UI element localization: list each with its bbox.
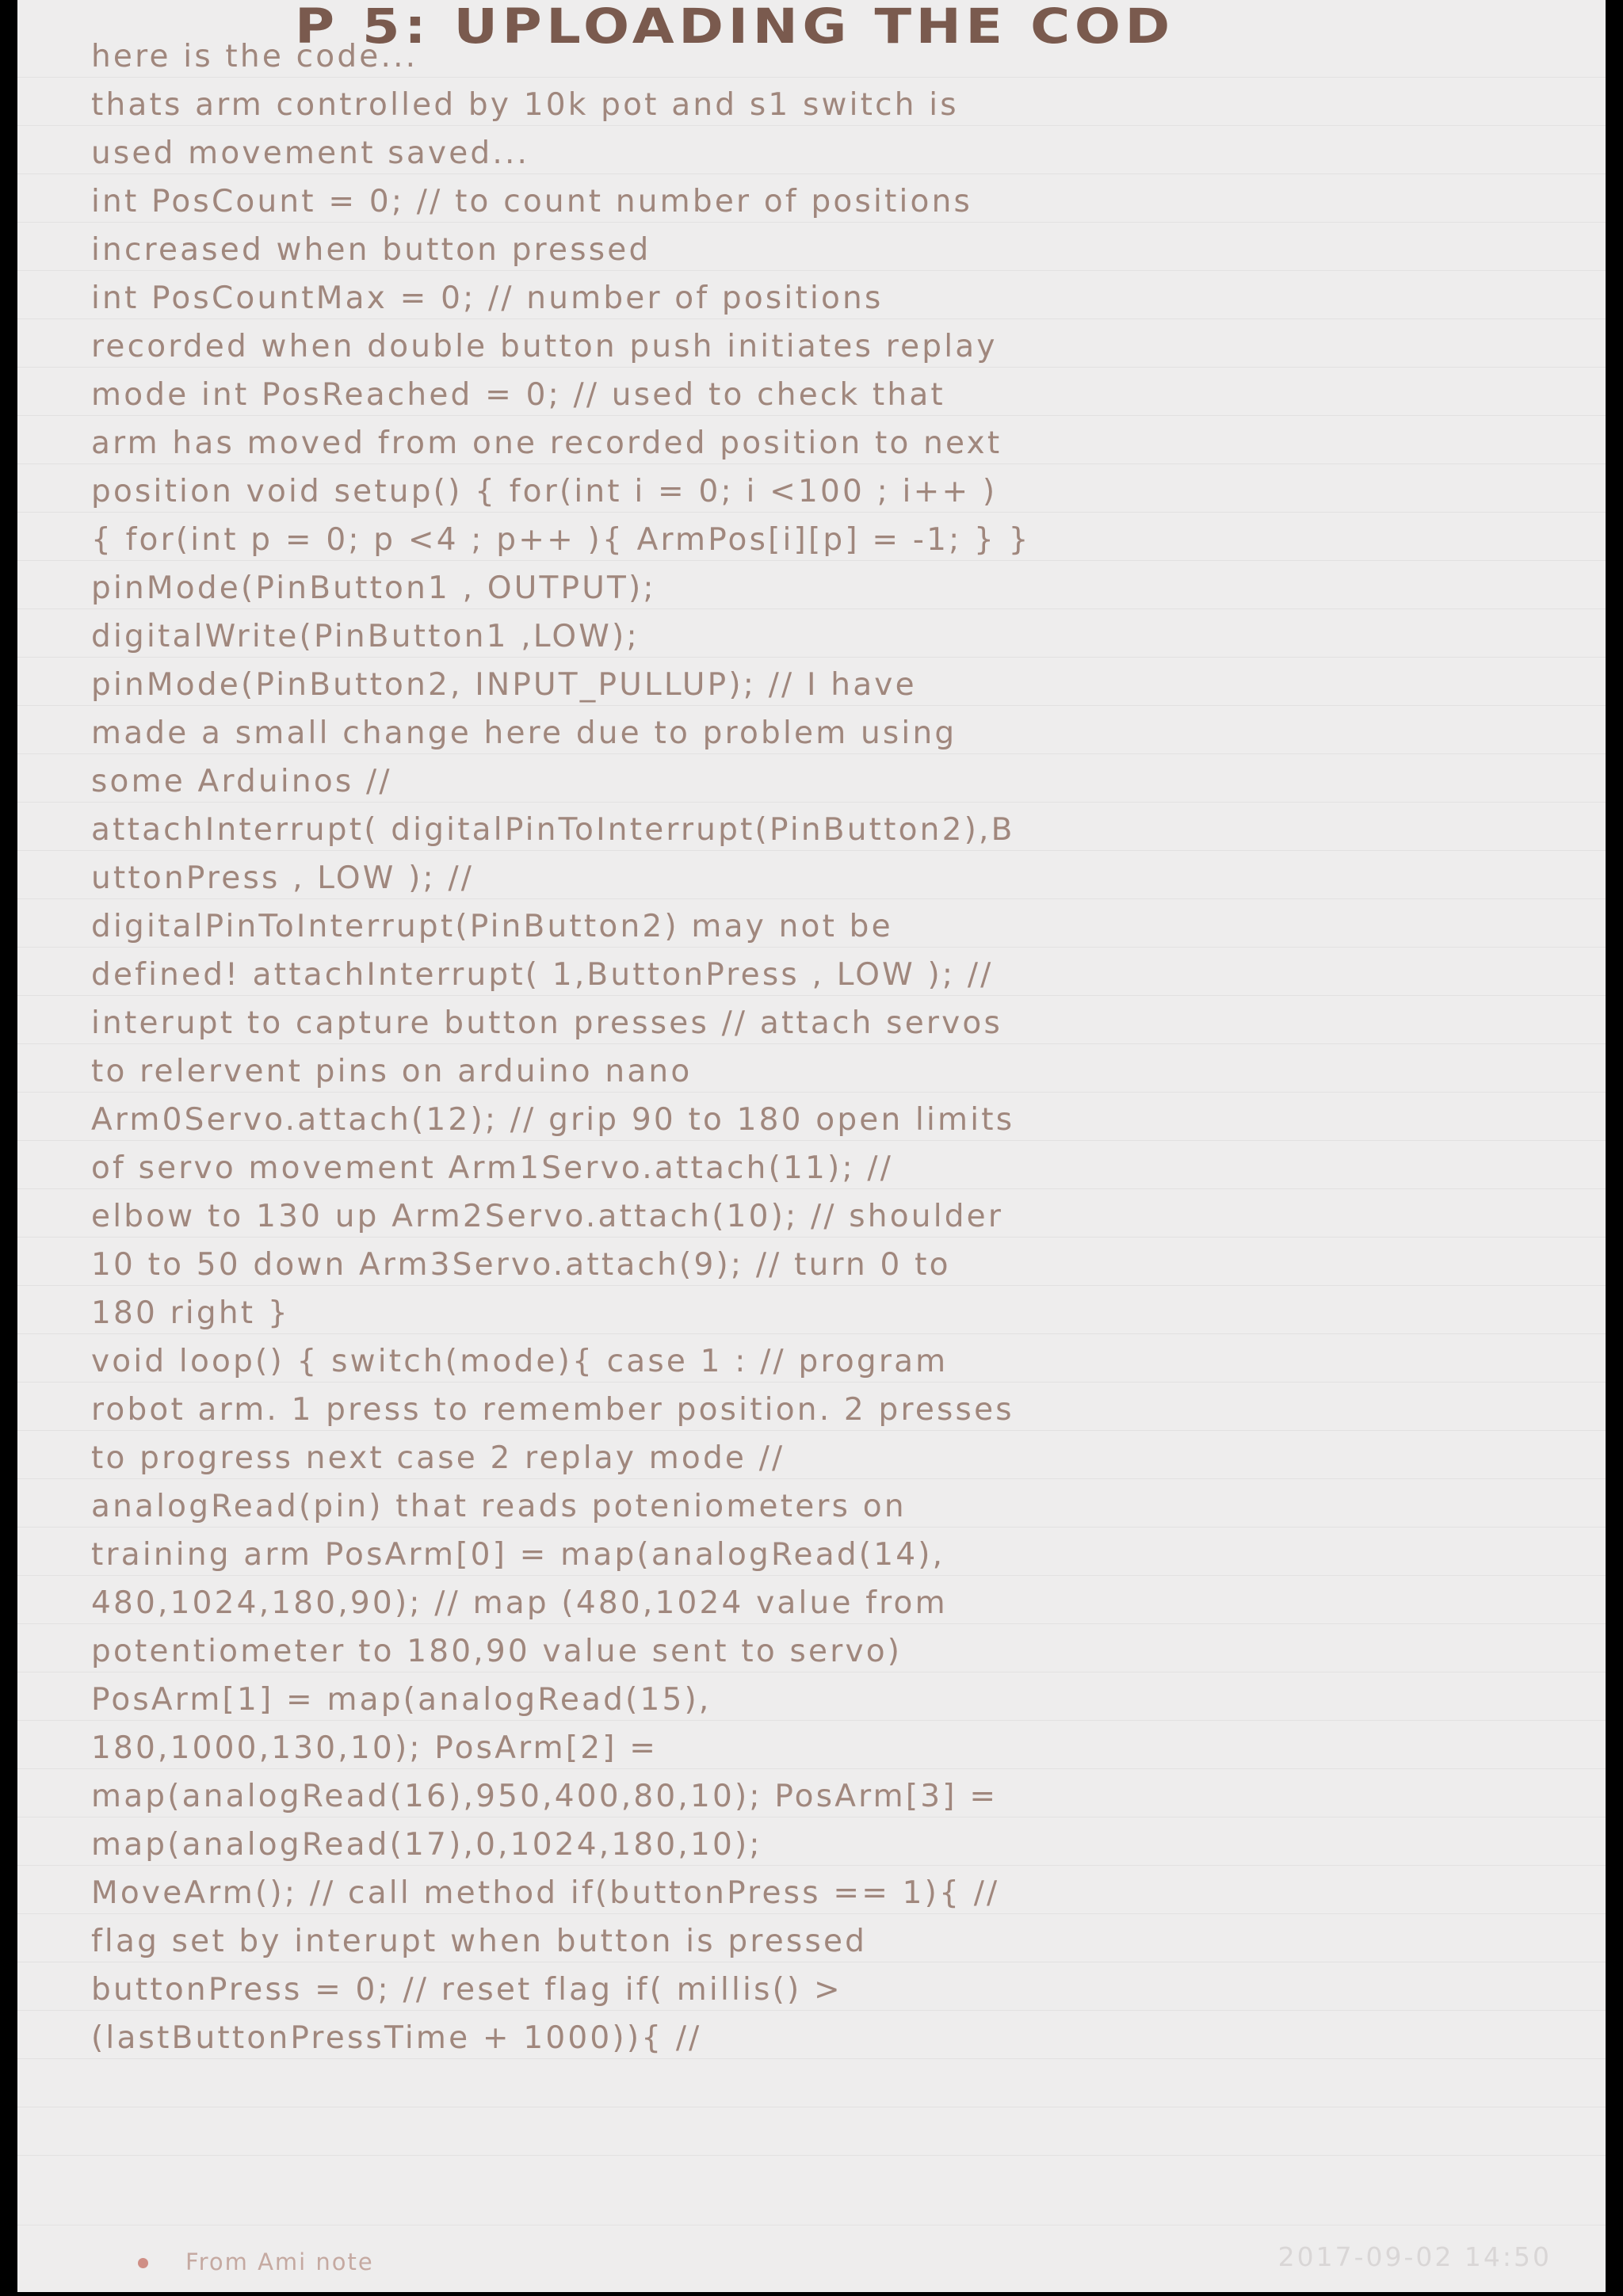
note-line <box>17 319 1606 368</box>
note-line <box>17 1769 1606 1817</box>
note-line <box>17 1093 1606 1141</box>
note-line-text: map(analogRead(16),950,400,80,10); PosArm[3] = <box>91 1779 999 1814</box>
note-line <box>17 1576 1606 1624</box>
note-line-text: defined! attachInterrupt( 1,ButtonPress , LOW ); // <box>91 957 994 993</box>
note-line <box>17 1914 1606 1962</box>
note-line-text: training arm PosArm[0] = map(analogRead(14), <box>91 1537 945 1573</box>
note-line-text: of servo movement Arm1Servo.attach(11); // <box>91 1150 894 1186</box>
note-line <box>17 2107 1606 2156</box>
note-line-text: int PosCountMax = 0; // number of positions <box>91 280 884 316</box>
note-line <box>17 754 1606 803</box>
note-line-text: pinMode(PinButton1 , OUTPUT); <box>91 570 656 606</box>
note-line <box>17 1672 1606 1721</box>
note-line-text: increased when button pressed <box>91 232 651 268</box>
note-line <box>17 126 1606 174</box>
note-line <box>17 29 1606 78</box>
note-line-text: MoveArm(); // call method if(buttonPress == 1){ // <box>91 1875 1000 1911</box>
note-line <box>17 1189 1606 1238</box>
note-line-text: position void setup() { for(int i = 0; i <100 ; i++ ) <box>91 474 998 509</box>
note-line-text: Arm0Servo.attach(12); // grip 90 to 180 open limits <box>91 1102 1015 1138</box>
note-line <box>17 223 1606 271</box>
page-title: P 5: UPLOADING THE COD <box>295 0 1174 55</box>
note-line-text: uttonPress , LOW ); // <box>91 860 475 896</box>
note-line-text: analogRead(pin) that reads poteniometers on <box>91 1489 907 1524</box>
note-line <box>17 1383 1606 1431</box>
note-line-text: robot arm. 1 press to remember position. 2 presses <box>91 1392 1014 1428</box>
note-line <box>17 658 1606 706</box>
note-line <box>17 78 1606 126</box>
note-line <box>17 2059 1606 2107</box>
note-line-text: potentiometer to 180,90 value sent to servo) <box>91 1634 903 1669</box>
note-line-text: 480,1024,180,90); // map (480,1024 value from <box>91 1585 948 1621</box>
note-line <box>17 1334 1606 1383</box>
note-line <box>17 271 1606 319</box>
note-page <box>17 0 1606 2292</box>
note-line-text: used movement saved... <box>91 135 530 171</box>
note-line <box>17 416 1606 464</box>
note-line-text: 180,1000,130,10); PosArm[2] = <box>91 1730 659 1766</box>
note-line <box>17 1044 1606 1093</box>
note-line-text: mode int PosReached = 0; // used to check that <box>91 377 945 413</box>
note-line-text: 10 to 50 down Arm3Servo.attach(9); // turn 0 to <box>91 1247 951 1283</box>
note-line-text: to progress next case 2 replay mode // <box>91 1440 785 1476</box>
note-line <box>17 609 1606 658</box>
note-line <box>17 1721 1606 1769</box>
note-line <box>17 464 1606 513</box>
note-timestamp: 2017-09-02 14:50 <box>1277 2241 1552 2272</box>
note-line <box>17 1431 1606 1479</box>
note-line <box>17 1527 1606 1576</box>
note-line-text: int PosCount = 0; // to count number of positions <box>91 184 973 219</box>
note-line <box>17 948 1606 996</box>
note-line-text: buttonPress = 0; // reset flag if( millis() > <box>91 1972 842 2008</box>
note-line <box>17 1286 1606 1334</box>
note-line-text: some Arduinos // <box>91 764 392 799</box>
note-line-text: elbow to 130 up Arm2Servo.attach(10); // shoulder <box>91 1199 1004 1234</box>
note-footer <box>17 2225 1606 2292</box>
note-line <box>17 1141 1606 1189</box>
note-line <box>17 174 1606 223</box>
note-source: From Ami note <box>185 2248 374 2275</box>
note-line-text: pinMode(PinButton2, INPUT_PULLUP); // I have <box>91 667 917 703</box>
note-line <box>17 1962 1606 2011</box>
note-line-text: arm has moved from one recorded position to next <box>91 425 1002 461</box>
note-line <box>17 1624 1606 1672</box>
note-line-text: flag set by interupt when button is pressed <box>91 1924 868 1959</box>
note-line <box>17 803 1606 851</box>
note-line <box>17 1866 1606 1914</box>
note-line <box>17 1479 1606 1527</box>
note-line-text: map(analogRead(17),0,1024,180,10); <box>91 1827 762 1863</box>
note-line <box>17 1238 1606 1286</box>
note-line-text: made a small change here due to problem using <box>91 715 957 751</box>
note-line-text: thats arm controlled by 10k pot and s1 switch is <box>91 87 959 123</box>
note-line <box>17 368 1606 416</box>
note-line-text: { for(int p = 0; p <4 ; p++ ){ ArmPos[i][p] = -1; } } <box>91 522 1031 558</box>
note-line-text: here is the code... <box>91 39 418 74</box>
note-line-text: interupt to capture button presses // attach servos <box>91 1005 1002 1041</box>
note-line-text: to relervent pins on arduino nano <box>91 1054 693 1089</box>
note-line <box>17 2011 1606 2059</box>
note-line <box>17 706 1606 754</box>
note-line-text: attachInterrupt( digitalPinToInterrupt(PinButton2),B <box>91 812 1015 848</box>
note-line-text: digitalPinToInterrupt(PinButton2) may not be <box>91 909 893 944</box>
note-line-text: 180 right } <box>91 1295 290 1331</box>
note-body <box>17 29 1606 2156</box>
bullet-dot-icon <box>138 2258 148 2268</box>
note-line <box>17 561 1606 609</box>
note-line-text: PosArm[1] = map(analogRead(15), <box>91 1682 712 1718</box>
note-line-text: void loop() { switch(mode){ case 1 : // program <box>91 1344 949 1379</box>
note-line <box>17 996 1606 1044</box>
note-line <box>17 513 1606 561</box>
note-line <box>17 1817 1606 1866</box>
note-line <box>17 851 1606 899</box>
note-line <box>17 899 1606 948</box>
note-line-text: digitalWrite(PinButton1 ,LOW); <box>91 619 640 654</box>
note-line-text: recorded when double button push initiates replay <box>91 329 998 364</box>
note-line-text: (lastButtonPressTime + 1000)){ // <box>91 2020 702 2056</box>
